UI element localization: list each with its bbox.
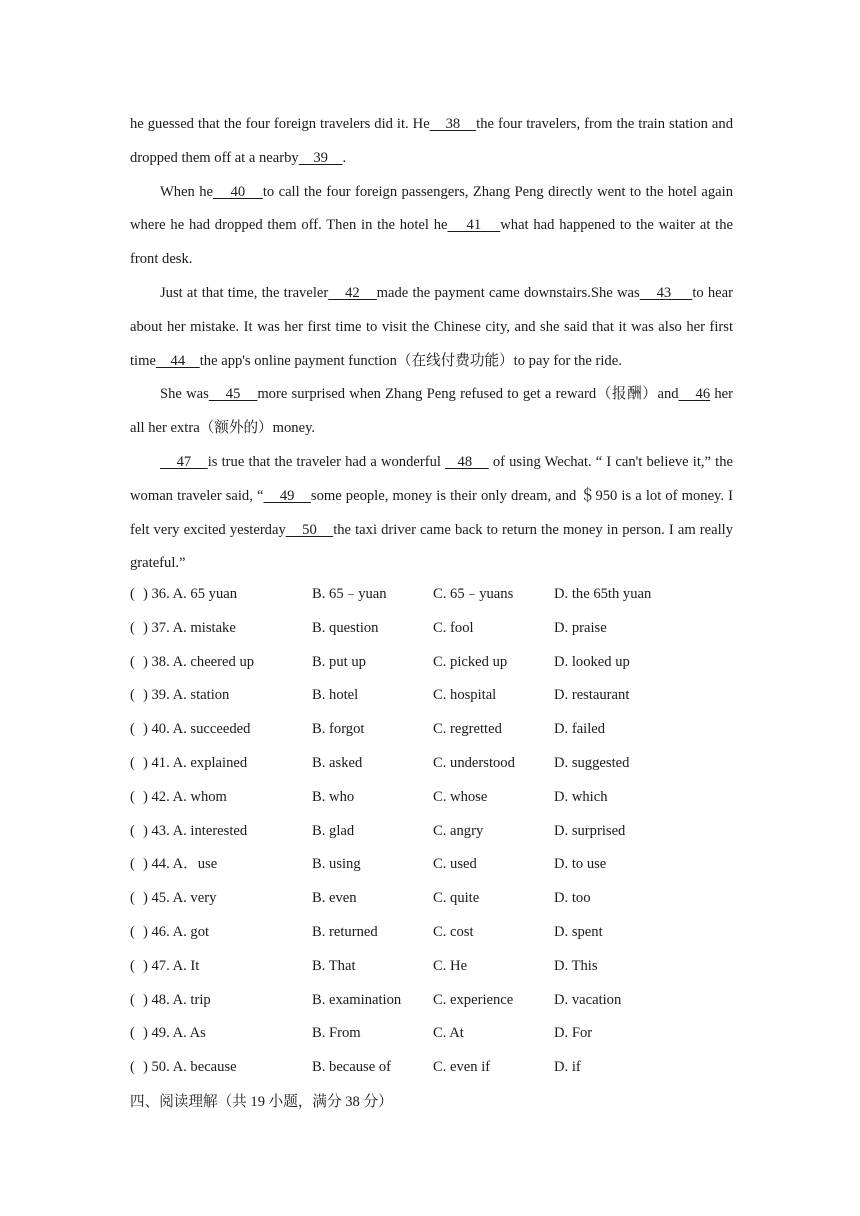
option-b: B. glad (312, 822, 355, 839)
question-row (130, 882, 770, 916)
question-row (130, 578, 770, 612)
option-b: B. who (312, 788, 355, 805)
question-row (130, 916, 770, 950)
passage-paragraph (130, 108, 733, 176)
option-b: B. forgot (312, 721, 365, 738)
option-b: B. returned (312, 923, 378, 940)
option-c: C. understood (433, 754, 515, 771)
question-option-a: ) 48. A. trip (143, 991, 211, 1008)
answer-blank: 50 (285, 521, 334, 538)
option-c: C. experience (433, 991, 514, 1008)
question-row (130, 747, 770, 781)
option-c: C. whose (433, 788, 488, 805)
answer-paren: ( (130, 822, 135, 839)
question-row (130, 848, 770, 882)
option-c: C. quite (433, 890, 480, 907)
answer-paren: ( (130, 1059, 135, 1076)
option-c: C. 65﹣yuans (433, 586, 514, 602)
answer-blank: 42 (328, 284, 377, 301)
answer-paren: ( (130, 856, 135, 873)
question-row (130, 646, 770, 680)
question-option-a: ) 37. A. mistake (143, 619, 236, 636)
answer-blank: 38 (429, 116, 477, 132)
question-option-a: ) 47. A. It (143, 957, 200, 974)
question-option-a: ) 41. A. explained (143, 754, 248, 771)
answer-paren: ( (130, 1025, 135, 1042)
question-option-a: ) 42. A. whom (143, 788, 227, 805)
answer-blank: 41 (447, 217, 501, 234)
answer-paren: ( (130, 754, 135, 771)
option-d: D. This (554, 957, 598, 974)
option-d: D. to use (554, 856, 607, 873)
question-row (130, 815, 770, 849)
question-option-a: ) 45. A. very (143, 890, 217, 907)
question-option-a: ) 40. A. succeeded (143, 721, 251, 738)
option-b: B. hotel (312, 687, 359, 704)
option-d: D. surprised (554, 822, 626, 839)
answer-blank: 43 (639, 284, 693, 301)
option-c: C. fool (433, 619, 474, 636)
option-d: D. praise (554, 619, 607, 636)
option-d: D. failed (554, 721, 606, 738)
question-row (130, 612, 770, 646)
question-option-a: ) 50. A. because (143, 1059, 237, 1076)
question-row (130, 984, 770, 1018)
option-c: C. even if (433, 1059, 491, 1076)
option-b: B. because of (312, 1059, 392, 1076)
passage-text: what had happened to the waiter at the front desk. (130, 217, 733, 268)
option-d: D. For (554, 1025, 593, 1042)
question-row (130, 781, 770, 815)
cloze-passage (130, 108, 733, 581)
passage-text: She was (160, 386, 209, 403)
answer-blank: 46 (678, 386, 711, 403)
passage-text: is true that the traveler had a wonderful (207, 453, 446, 470)
passage-text: to hear about her mistake. It was her first time to visit the Chinese city, and she said that it was also her first time (130, 284, 734, 369)
answer-paren: ( (130, 923, 135, 940)
passage-text: Just at that time, the traveler (160, 284, 329, 301)
section-heading-reading: 四、阅读理解（共 19 小题，满分 38 分） (130, 1094, 393, 1110)
passage-text: the four travelers, from the train station and dropped them off at a nearby (130, 116, 733, 166)
answer-blank: 49 (263, 487, 311, 504)
question-row (130, 1051, 770, 1085)
answer-paren: ( (130, 890, 135, 907)
passage-paragraph (130, 176, 733, 277)
question-option-a: ) 38. A. cheered up (143, 653, 255, 670)
option-b: B. using (312, 856, 361, 873)
option-d: D. which (554, 788, 608, 805)
question-row (130, 950, 770, 984)
passage-text: When he (160, 183, 214, 200)
option-b: B. question (312, 619, 379, 636)
option-d: D. if (554, 1059, 581, 1076)
option-d: D. suggested (554, 754, 630, 771)
passage-paragraph (130, 378, 733, 446)
answer-paren: ( (130, 788, 135, 805)
question-option-a: ) 44. A．use (143, 856, 218, 873)
option-c: C. hospital (433, 687, 497, 704)
answer-paren: ( (130, 721, 135, 738)
option-c: C. angry (433, 822, 484, 839)
answer-paren: ( (130, 991, 135, 1008)
passage-paragraph (130, 277, 733, 378)
answer-blank: 45 (208, 386, 258, 403)
answer-blank: 47 (160, 453, 208, 470)
question-row (130, 1017, 770, 1051)
option-d: D. restaurant (554, 687, 630, 704)
answer-paren: ( (130, 586, 135, 602)
question-option-a: ) 36. A. 65 yuan (143, 586, 238, 602)
option-d: D. vacation (554, 991, 622, 1008)
option-b: B. asked (312, 754, 363, 771)
option-b: B. That (312, 957, 356, 974)
passage-text: of using Wechat. “ I can't believe it,” the woman traveler said, “ (130, 453, 733, 504)
option-b: B. examination (312, 991, 402, 1008)
answer-paren: ( (130, 653, 135, 670)
question-option-a: ) 39. A. station (143, 687, 230, 704)
option-b: B. even (312, 890, 357, 907)
option-c: C. used (433, 856, 477, 873)
question-row (130, 679, 770, 713)
option-b: B. put up (312, 653, 366, 670)
passage-text: her all her extra（额外的）money. (130, 386, 733, 437)
option-c: C. At (433, 1025, 464, 1042)
option-b: B. 65﹣yuan (312, 586, 387, 602)
cloze-options-list (130, 578, 770, 1085)
answer-blank: 39 (298, 149, 343, 166)
passage-text: . (342, 149, 347, 166)
answer-blank: 44 (155, 352, 200, 369)
option-c: C. regretted (433, 721, 502, 738)
passage-text: the taxi driver came back to return the money in person. I am really grateful.” (130, 521, 734, 572)
option-d: D. too (554, 890, 591, 907)
answer-blank: 40 (213, 183, 263, 200)
passage-text: more surprised when Zhang Peng refused to get a reward（报酬）and (257, 386, 679, 403)
option-b: B. From (312, 1025, 361, 1042)
option-c: C. cost (433, 923, 474, 940)
answer-paren: ( (130, 957, 135, 974)
option-c: C. picked up (433, 653, 508, 670)
passage-text: to call the four foreign passengers, Zhang Peng directly went to the hotel again where he had dropped them off. Then in the hotel he (130, 183, 734, 234)
answer-paren: ( (130, 619, 135, 636)
passage-text: he guessed that the four foreign travelers did it. He (130, 116, 430, 132)
passage-paragraph (130, 446, 733, 581)
question-row (130, 713, 770, 747)
option-d: D. spent (554, 923, 603, 940)
passage-text: some people, money is their only dream, and ＄950 is a lot of money. I felt very excited yesterday (130, 487, 734, 538)
question-option-a: ) 49. A. As (143, 1025, 206, 1042)
answer-blank: 48 (445, 453, 489, 470)
option-d: D. looked up (554, 653, 630, 670)
passage-text: the app's online payment function（在线付费功能）to pay for the ride. (199, 352, 622, 369)
question-option-a: ) 46. A. got (143, 923, 210, 940)
passage-text: made the payment came downstairs.She was (376, 284, 640, 301)
option-c: C. He (433, 957, 468, 974)
option-d: D. the 65th yuan (554, 586, 652, 602)
question-option-a: ) 43. A. interested (143, 822, 248, 839)
answer-paren: ( (130, 687, 135, 704)
